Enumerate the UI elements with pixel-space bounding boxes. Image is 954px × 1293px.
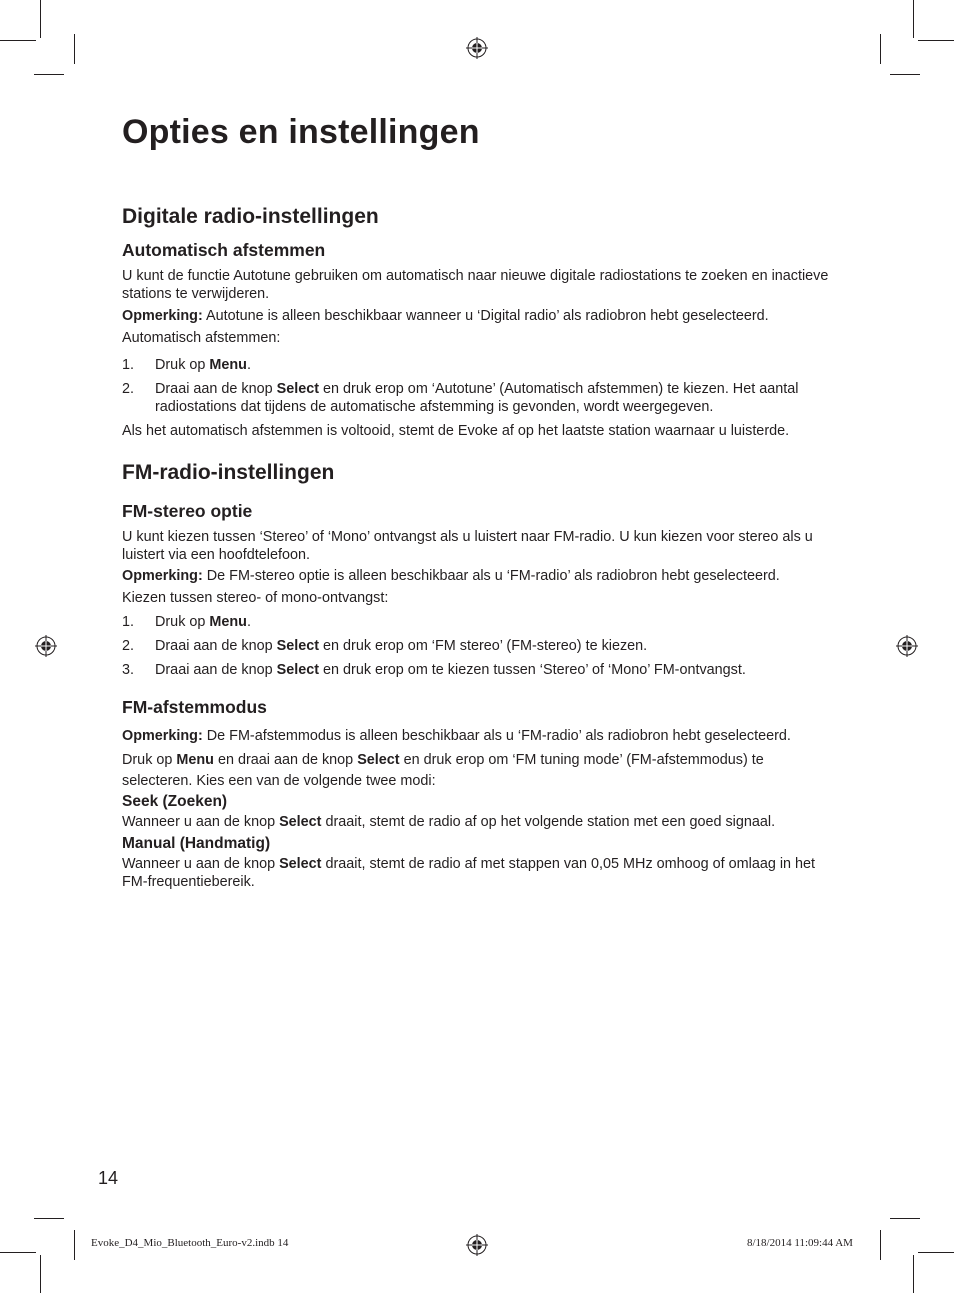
note-text: Autotune is alleen beschikbaar wanneer u ‘Digital radio’ als radiobron hebt geselecteerd. <box>202 308 769 324</box>
registration-mark-icon <box>466 37 488 59</box>
list-number: 2. <box>122 381 135 397</box>
crop-mark <box>34 1218 64 1219</box>
crop-mark <box>0 1252 36 1253</box>
autotune-note <box>122 307 834 325</box>
section-heading-fm: FM-radio-instellingen <box>122 461 335 484</box>
note-label: Opmerking: <box>122 308 203 324</box>
list-item <box>122 637 834 655</box>
fm-tuning-paragraph: Druk op Menu en draai aan de knop Select en druk erop om ‘FM tuning mode’ (FM-afstemmodus) te selecteren. Kies een van de volgende twee modi: <box>122 752 764 789</box>
note-text: De FM-afstemmodus is alleen beschikbaar als u ‘FM-radio’ als radiobron hebt geselecteerd. <box>202 728 791 744</box>
list-item <box>122 613 834 631</box>
fm-stereo-intro: U kunt kiezen tussen ‘Stereo’ of ‘Mono’ ontvangst als u luistert naar FM-radio. U kun kiezen voor stereo als u luistert via een hoofdtelefoon. <box>122 529 813 563</box>
note-label: Opmerking: <box>122 728 203 744</box>
crop-mark <box>918 40 954 41</box>
fm-stereo-note <box>122 567 834 585</box>
slug-filename: Evoke_D4_Mio_Bluetooth_Euro-v2.indb 14 <box>91 1237 289 1249</box>
crop-mark <box>34 74 64 75</box>
section-heading-digital: Digitale radio-instellingen <box>122 205 379 228</box>
list-text: Druk op Menu. <box>155 614 251 630</box>
mode-text-manual: Wanneer u aan de knop Select draait, stemt de radio af met stappen van 0,05 MHz omhoog of omlaag in het FM-frequentiebereik. <box>122 856 816 890</box>
registration-mark-icon <box>35 635 57 657</box>
list-number: 1. <box>122 357 135 373</box>
fm-stereo-lead: Kiezen tussen stereo- of mono-ontvangst: <box>122 590 389 606</box>
crop-mark <box>890 74 920 75</box>
crop-mark <box>880 1230 881 1260</box>
autotune-intro: U kunt de functie Autotune gebruiken om automatisch naar nieuwe digitale radiostations te zoeken en inactieve stations te verwijderen. <box>122 268 829 302</box>
list-number: 1. <box>122 614 135 630</box>
crop-mark <box>880 34 881 64</box>
page-title: Opties en instellingen <box>122 113 480 151</box>
crop-mark <box>74 1230 75 1260</box>
registration-mark-icon <box>896 635 918 657</box>
list-text: Draai aan de knop Select en druk erop om te kiezen tussen ‘Stereo’ of ‘Mono’ FM-ontvangst. <box>155 662 746 678</box>
crop-mark <box>918 1252 954 1253</box>
mode-heading-manual: Manual (Handmatig) <box>122 835 271 852</box>
crop-mark <box>0 40 36 41</box>
crop-mark <box>40 1255 41 1293</box>
list-text: Druk op Menu. <box>155 357 251 373</box>
fm-tuning-note <box>122 727 834 745</box>
mode-text-seek: Wanneer u aan de knop Select draait, stemt de radio af op het volgende station met een goed signaal. <box>122 814 776 830</box>
subsection-heading-autotune: Automatisch afstemmen <box>122 240 326 260</box>
subsection-heading-fm-tuning: FM-afstemmodus <box>122 697 267 717</box>
crop-mark <box>890 1218 920 1219</box>
note-text: De FM-stereo optie is alleen beschikbaar als u ‘FM-radio’ als radiobron hebt geselecteerd. <box>202 568 780 584</box>
crop-mark <box>913 0 914 38</box>
crop-mark <box>74 34 75 64</box>
autotune-lead: Automatisch afstemmen: <box>122 330 281 346</box>
mode-heading-seek: Seek (Zoeken) <box>122 793 228 810</box>
registration-mark-icon <box>466 1234 488 1256</box>
page-number: 14 <box>98 1168 119 1188</box>
autotune-outro: Als het automatisch afstemmen is voltooid, stemt de Evoke af op het laatste station waarnaar u luisterde. <box>122 423 790 439</box>
list-text: Draai aan de knop Select en druk erop om ‘Autotune’ (Automatisch afstemmen) te kiezen. Het aantal radiostations dat tijdens de automatische afstemming is gevonden, wordt weergegeven. <box>155 381 799 415</box>
list-item <box>122 380 834 416</box>
list-number: 2. <box>122 638 135 654</box>
list-number: 3. <box>122 662 135 678</box>
subsection-heading-fm-stereo: FM-stereo optie <box>122 501 253 521</box>
list-item <box>122 661 834 679</box>
crop-mark <box>40 0 41 38</box>
note-label: Opmerking: <box>122 568 203 584</box>
crop-mark <box>913 1255 914 1293</box>
list-item <box>122 356 834 374</box>
list-text: Draai aan de knop Select en druk erop om ‘FM stereo’ (FM-stereo) te kiezen. <box>155 638 648 654</box>
slug-timestamp: 8/18/2014 11:09:44 AM <box>747 1237 853 1249</box>
